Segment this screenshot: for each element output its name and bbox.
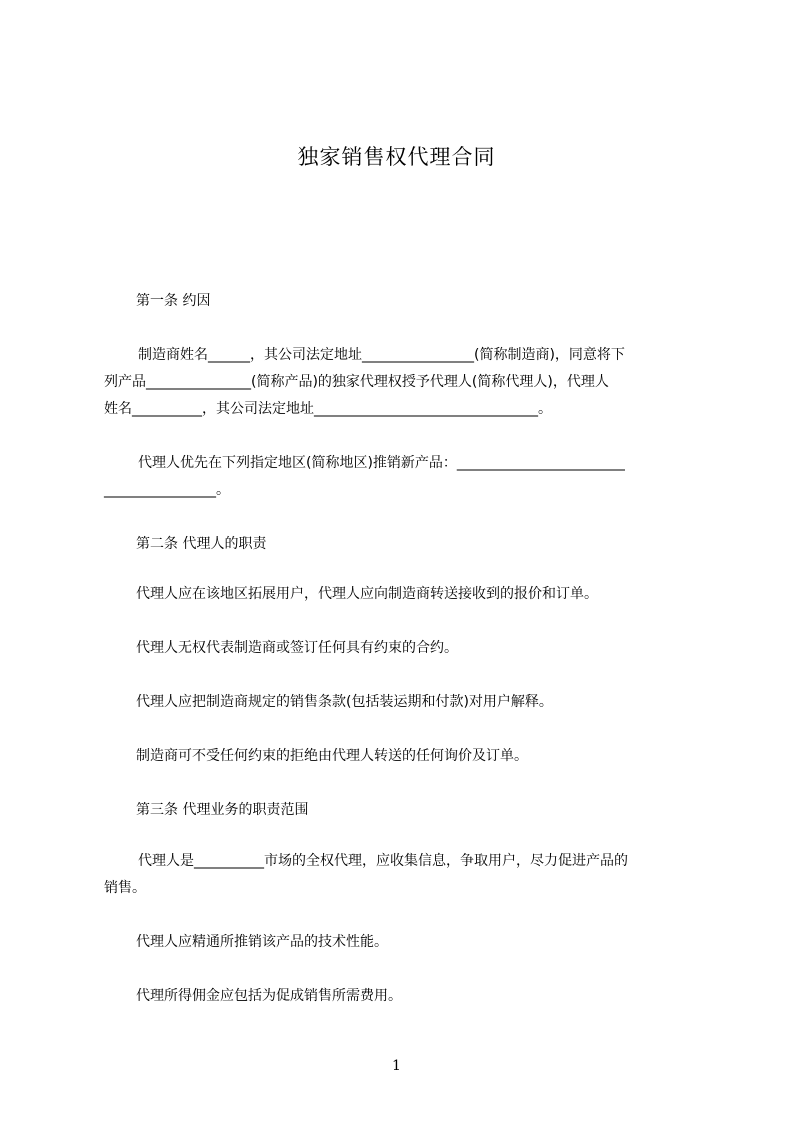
article-2-item: 代理人无权代表制造商或签订任何具有约束的合约。 xyxy=(136,640,458,656)
article-3-item: 代理所得佣金应包括为促成销售所需费用。 xyxy=(136,988,402,1004)
article-2-heading: 第二条 代理人的职责 xyxy=(136,536,267,552)
article-1-paragraph-2-line-2: ________________。 xyxy=(104,482,230,498)
article-2-item: 代理人应在该地区拓展用户，代理人应向制造商转送接收到的报价和订单。 xyxy=(136,586,598,602)
article-1-paragraph-1-line-1: 制造商姓名______，其公司法定地址________________(简称制造商)，同意将下 xyxy=(138,347,625,363)
article-2-item: 代理人应把制造商规定的销售条款(包括装运期和付款)对用户解释。 xyxy=(136,694,553,710)
article-3-paragraph-1-line-2: 销售。 xyxy=(104,880,146,896)
article-1-heading: 第一条 约因 xyxy=(136,293,211,309)
article-3-heading: 第三条 代理业务的职责范围 xyxy=(136,802,309,818)
page-number: 1 xyxy=(392,1058,401,1074)
article-2-item: 制造商可不受任何约束的拒绝由代理人转送的任何询价及订单。 xyxy=(136,748,528,764)
article-1-paragraph-2-line-1: 代理人优先在下列指定地区(简称地区)推销新产品：________________________ xyxy=(138,455,625,471)
article-3-paragraph-1-line-1: 代理人是__________市场的全权代理，应收集信息，争取用户，尽力促进产品的 xyxy=(138,853,628,869)
article-1-paragraph-1-line-2: 列产品_______________(简称产品)的独家代理权授予代理人(简称代理人)，代理人 xyxy=(104,374,609,390)
article-1-paragraph-1-line-3: 姓名__________，其公司法定地址________________________________。 xyxy=(104,401,552,417)
document-title: 独家销售权代理合同 xyxy=(297,145,496,169)
article-3-item: 代理人应精通所推销该产品的技术性能。 xyxy=(136,934,388,950)
